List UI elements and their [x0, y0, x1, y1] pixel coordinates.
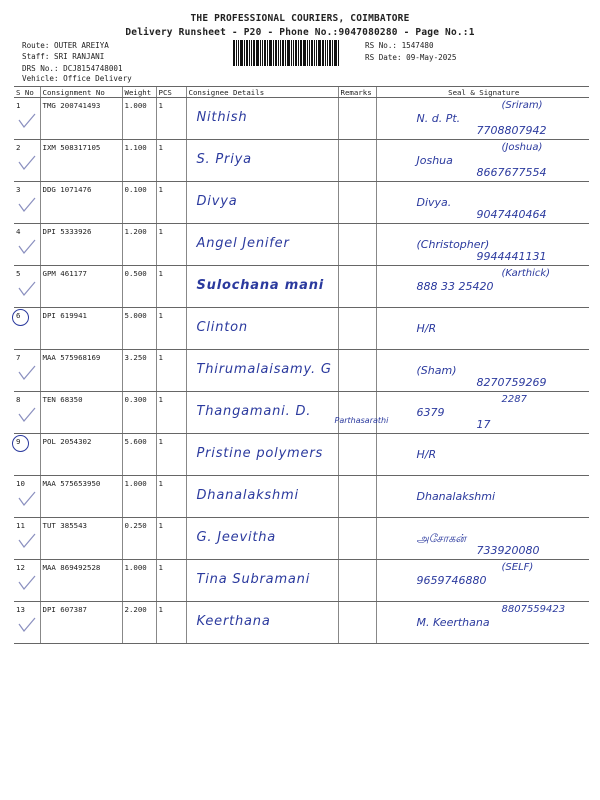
cell-sno: [14, 308, 40, 350]
signature-line-3: 17: [476, 418, 491, 431]
check-mark-icon: [18, 238, 36, 256]
cell-weight: 2.200: [122, 602, 156, 644]
barcode-bar: [332, 40, 333, 66]
check-mark-icon: [18, 364, 36, 382]
cell-sno: [14, 476, 40, 518]
table-row: [14, 182, 589, 224]
cell-consignment: DPI 607387: [40, 602, 122, 644]
consignee-name: Tina Subramani: [196, 572, 311, 587]
cell-consignment: TEN 68350: [40, 392, 122, 434]
barcode-bar: [327, 40, 328, 66]
check-mark-icon: [18, 154, 36, 172]
signature-line-1: H/R: [416, 448, 437, 461]
sno-text: 9: [16, 437, 20, 446]
rs-number: RS No.: 1547480: [365, 41, 434, 50]
cell-sno: [14, 392, 40, 434]
barcode-bar: [311, 40, 313, 66]
cell-consignment: TMG 200741493: [40, 98, 122, 140]
cell-consignee: [186, 308, 338, 350]
check-mark-icon: [18, 532, 36, 550]
cell-consignee: [186, 476, 338, 518]
table-row: [14, 560, 589, 602]
barcode-bar: [280, 40, 281, 66]
barcode-bar: [329, 40, 331, 66]
signature-line-3: 8270759269: [476, 376, 547, 389]
cell-sno: [14, 182, 40, 224]
cell-consignment: MAA 575653950: [40, 476, 122, 518]
cell-sno: [14, 560, 40, 602]
cell-weight: 1.000: [122, 476, 156, 518]
cell-signature: [376, 434, 589, 476]
cell-consignment: DPI 619941: [40, 308, 122, 350]
signature-line-2: (Karthick): [501, 268, 551, 279]
cell-sno: [14, 518, 40, 560]
cell-remarks: [338, 434, 376, 476]
cell-remarks: [334, 392, 389, 434]
barcode-bar: [322, 40, 324, 66]
barcode-bar: [293, 40, 294, 66]
barcode-bar: [253, 40, 255, 66]
cell-pcs: 1: [156, 350, 186, 392]
barcode-bar: [251, 40, 252, 66]
cell-pcs: 1: [156, 98, 186, 140]
cell-signature: [376, 476, 589, 518]
consignee-name: Angel Jenifer: [196, 236, 290, 251]
check-mark-icon: [18, 112, 36, 130]
table-row: [14, 392, 589, 434]
sno-text: 11: [16, 521, 25, 530]
cell-weight: 1.000: [122, 98, 156, 140]
consignee-name: Nithish: [196, 110, 248, 125]
sno-text: 12: [16, 563, 25, 572]
barcode-bar: [260, 40, 261, 66]
cell-remarks: [338, 560, 376, 602]
sno-text: 5: [16, 269, 21, 278]
barcode-bar: [314, 40, 315, 66]
signature-line-2: (SELF): [501, 562, 534, 573]
route-label: Route: OUTER AREIYA: [22, 41, 109, 50]
barcode-bar: [249, 40, 250, 66]
col-header-weight: Weight: [122, 87, 156, 98]
signature-line-1: அசோகன்: [416, 532, 467, 545]
sno-text: 8: [16, 395, 21, 404]
cell-pcs: 1: [156, 518, 186, 560]
cell-weight: 1.100: [122, 140, 156, 182]
cell-remarks: [338, 140, 376, 182]
check-mark-icon: [18, 406, 36, 424]
sno-text: 13: [16, 605, 25, 614]
consignee-name: Pristine polymers: [196, 446, 324, 461]
cell-signature: [376, 308, 589, 350]
cell-weight: 0.300: [122, 392, 156, 434]
barcode-bar: [267, 40, 268, 66]
consignee-name: Thangamani. D.: [196, 404, 312, 419]
cell-remarks: [338, 602, 376, 644]
consignee-name: S. Priya: [196, 152, 252, 167]
cell-remarks: [338, 518, 376, 560]
barcode-bar: [282, 40, 284, 66]
signature-line-1: (Sham): [416, 364, 457, 377]
consignee-name: Divya: [196, 194, 238, 209]
cell-consignment: MAA 575968169: [40, 350, 122, 392]
signature-line-1: Joshua: [416, 154, 453, 167]
drs-number: DRS No.: DCJ8154748001: [22, 64, 123, 73]
barcode-bar: [273, 40, 274, 66]
staff-label: Staff: SRI RANJANI: [22, 52, 105, 61]
signature-line-1: M. Keerthana: [416, 616, 490, 629]
barcode-bar: [325, 40, 326, 66]
cell-sno: [14, 602, 40, 644]
consignee-name: Sulochana mani: [196, 278, 325, 293]
barcode: [233, 40, 353, 66]
table-row: [14, 98, 589, 140]
col-header-consignee: Consignee Details: [186, 87, 338, 98]
cell-weight: 1.000: [122, 560, 156, 602]
table-row: [14, 308, 589, 350]
cell-signature: [376, 602, 589, 644]
barcode-bar: [264, 40, 266, 66]
cell-sno: [14, 350, 40, 392]
cell-weight: 3.250: [122, 350, 156, 392]
signature-line-1: Dhanalakshmi: [416, 490, 496, 503]
cell-pcs: 1: [156, 560, 186, 602]
signature-line-1: 888 33 25420: [416, 280, 494, 293]
cell-weight: 5.000: [122, 308, 156, 350]
signature-line-1: Divya.: [416, 196, 452, 209]
cell-pcs: 1: [156, 392, 186, 434]
cell-signature: [376, 392, 589, 434]
cell-pcs: 1: [156, 224, 186, 266]
cell-consignee: [186, 434, 338, 476]
col-header-remarks: Remarks: [338, 87, 376, 98]
cell-signature: [376, 518, 589, 560]
cell-signature: [376, 140, 589, 182]
col-header-pcs: PCS: [156, 87, 186, 98]
barcode-bar: [236, 40, 237, 66]
cell-weight: 0.250: [122, 518, 156, 560]
sno-text: 4: [16, 227, 21, 236]
check-mark-icon: [18, 490, 36, 508]
cell-consignment: TUT 385543: [40, 518, 122, 560]
sno-text: 2: [16, 143, 21, 152]
cell-consignee: [186, 98, 338, 140]
signature-line-3: 7708807942: [476, 124, 547, 137]
barcode-bar: [233, 40, 235, 66]
cell-sno: [14, 434, 40, 476]
signature-line-3: 8667677554: [476, 166, 547, 179]
cell-signature: [376, 98, 589, 140]
barcode-bar: [244, 40, 245, 66]
table-row: [14, 434, 589, 476]
cell-consignee: [186, 350, 338, 392]
rs-date: RS Date: 09-May-2025: [365, 53, 457, 62]
table-row: [14, 224, 589, 266]
cell-signature: [376, 350, 589, 392]
cell-pcs: 1: [156, 434, 186, 476]
barcode-bar: [246, 40, 248, 66]
cell-remarks: [338, 350, 376, 392]
sno-text: 6: [16, 311, 20, 320]
barcode-bar: [238, 40, 239, 66]
barcode-bar: [334, 40, 337, 66]
signature-line-1: (Christopher): [416, 238, 490, 251]
barcode-bar: [303, 40, 306, 66]
consignee-name: Dhanalakshmi: [196, 488, 299, 503]
barcode-bar: [285, 40, 286, 66]
barcode-bar: [256, 40, 259, 66]
cell-consignee: [186, 140, 338, 182]
table-header-row: [14, 87, 589, 98]
table-row: [14, 602, 589, 644]
vehicle-label: Vehicle: Office Delivery: [22, 74, 132, 83]
cell-consignment: GPM 461177: [40, 266, 122, 308]
barcode-bar: [262, 40, 263, 66]
cell-sno: [14, 224, 40, 266]
cell-weight: 1.200: [122, 224, 156, 266]
cell-consignee: [186, 392, 338, 434]
consignee-name: G. Jeevitha: [196, 530, 277, 545]
cell-pcs: 1: [156, 266, 186, 308]
signature-line-1: N. d. Pt.: [416, 112, 461, 125]
signature-line-2: 2287: [501, 394, 527, 405]
signature-line-2: (Sriram): [501, 100, 543, 111]
circle-mark: [12, 435, 29, 452]
cell-signature: [376, 560, 589, 602]
barcode-bar: [269, 40, 272, 66]
cell-sno: [14, 140, 40, 182]
barcode-bar: [307, 40, 308, 66]
barcode-bar: [300, 40, 302, 66]
signature-line-2: 8807559423: [501, 604, 566, 615]
cell-weight: 0.500: [122, 266, 156, 308]
cell-consignment: DDG 1071476: [40, 182, 122, 224]
barcode-bar: [287, 40, 290, 66]
company-title: THE PROFESSIONAL COURIERS, COIMBATORE: [190, 13, 410, 24]
barcode-bar: [316, 40, 317, 66]
cell-weight: 5.600: [122, 434, 156, 476]
cell-consignment: POL 2054302: [40, 434, 122, 476]
table-row: [14, 350, 589, 392]
signature-line-1: 6379: [416, 406, 445, 419]
check-mark-icon: [18, 280, 36, 298]
cell-consignment: MAA 869492528: [40, 560, 122, 602]
consignee-name: Keerthana: [196, 614, 271, 629]
barcode-bar: [275, 40, 277, 66]
check-mark-icon: [18, 574, 36, 592]
cell-consignee: [186, 224, 338, 266]
consignee-name: Thirumalaisamy. G: [196, 362, 332, 377]
table-row: [14, 518, 589, 560]
cell-signature: [376, 182, 589, 224]
sno-text: 10: [16, 479, 25, 488]
cell-remarks: [338, 224, 376, 266]
signature-line-2: (Joshua): [501, 142, 543, 153]
sno-text: 1: [16, 101, 21, 110]
circle-mark: [12, 309, 29, 326]
table-row: [14, 266, 589, 308]
table-row: [14, 476, 589, 518]
cell-consignment: DPI 5333926: [40, 224, 122, 266]
cell-pcs: 1: [156, 308, 186, 350]
signature-line-3: 733920080: [476, 544, 540, 557]
sno-text: 7: [16, 353, 21, 362]
sno-text: 3: [16, 185, 21, 194]
barcode-bar: [240, 40, 243, 66]
cell-consignee: [186, 602, 338, 644]
check-mark-icon: [18, 616, 36, 634]
cell-pcs: 1: [156, 476, 186, 518]
check-mark-icon: [18, 196, 36, 214]
signature-line-3: 9047440464: [476, 208, 547, 221]
runsheet-subtitle: Delivery Runsheet - P20 - Phone No.:9047080280 - Page No.:1: [125, 27, 475, 38]
cell-weight: 0.100: [122, 182, 156, 224]
barcode-bar: [309, 40, 310, 66]
cell-remarks: [338, 98, 376, 140]
remarks-handwriting: Parthasarathi: [334, 416, 389, 425]
cell-signature: [376, 266, 589, 308]
cell-sno: [14, 266, 40, 308]
table-row: [14, 140, 589, 182]
barcode-bar: [291, 40, 292, 66]
barcode-bar: [295, 40, 297, 66]
cell-consignee: [186, 518, 338, 560]
cell-consignment: IXM 508317105: [40, 140, 122, 182]
signature-line-1: H/R: [416, 322, 437, 335]
consignee-name: Clinton: [196, 320, 248, 335]
col-header-signature: Seal & Signature: [376, 87, 589, 98]
cell-consignee: [186, 560, 338, 602]
cell-remarks: [338, 308, 376, 350]
cell-remarks: [338, 266, 376, 308]
barcode-bar: [278, 40, 279, 66]
signature-line-3: 9944441131: [476, 250, 547, 263]
cell-remarks: [338, 476, 376, 518]
barcode-bar: [338, 40, 339, 66]
cell-sno: [14, 98, 40, 140]
cell-remarks: [338, 182, 376, 224]
col-header-consignment: Consignment No: [40, 87, 122, 98]
cell-pcs: 1: [156, 182, 186, 224]
col-header-sno: S No: [14, 87, 40, 98]
cell-pcs: 1: [156, 140, 186, 182]
cell-consignee: [186, 182, 338, 224]
barcode-bar: [298, 40, 299, 66]
cell-signature: [376, 224, 589, 266]
signature-line-1: 9659746880: [416, 574, 487, 587]
cell-pcs: 1: [156, 602, 186, 644]
cell-consignee: [186, 266, 338, 308]
runsheet-table: [14, 86, 589, 644]
barcode-bar: [318, 40, 321, 66]
